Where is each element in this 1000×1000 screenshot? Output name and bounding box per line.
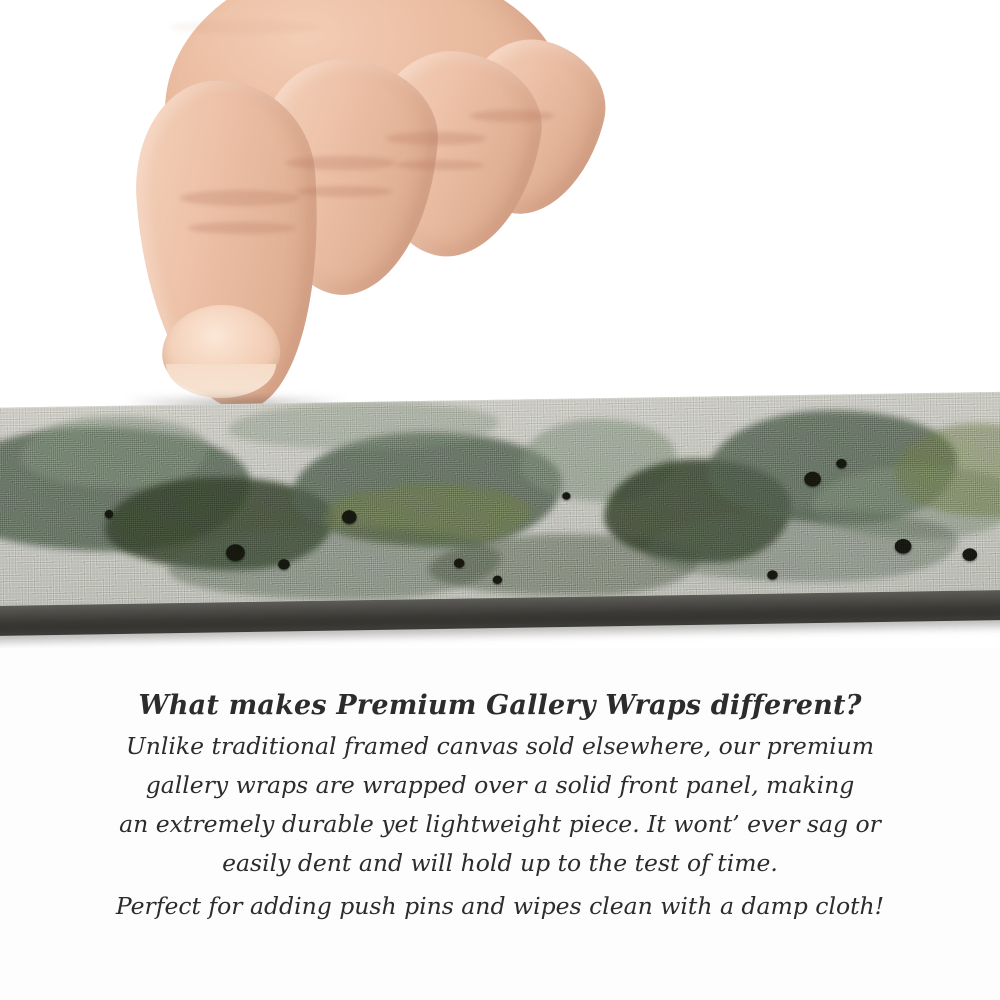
speck [105,510,113,518]
finger-crease [396,160,484,170]
finger-crease [188,222,296,234]
caption-line-1: Unlike traditional framed canvas sold elsewhere, our premium [125,732,875,760]
caption-line-3: an extremely durable yet lightweight piece. It wont’ ever sag or [119,810,881,838]
speck [454,558,465,568]
finger-crease [386,132,486,145]
finger-crease [286,156,396,170]
speck [493,575,502,583]
finger-crease [296,186,392,197]
hand-illustration [110,0,580,430]
caption-line-4: easily dent and will hold up to the test of time. [222,849,778,877]
speck [767,570,778,580]
caption-line-2: gallery wraps are wrapped over a solid front panel, making [145,771,855,799]
caption-line-5: Perfect for adding push pins and wipes clean with a damp cloth! [115,892,885,920]
speck [962,548,977,561]
finger-crease [180,190,300,206]
caption-heading: What makes Premium Gallery Wraps different? [138,690,862,721]
caption-block [0,690,1000,926]
speck [562,492,570,499]
finger-crease [470,110,554,122]
hand-crease [170,20,320,34]
